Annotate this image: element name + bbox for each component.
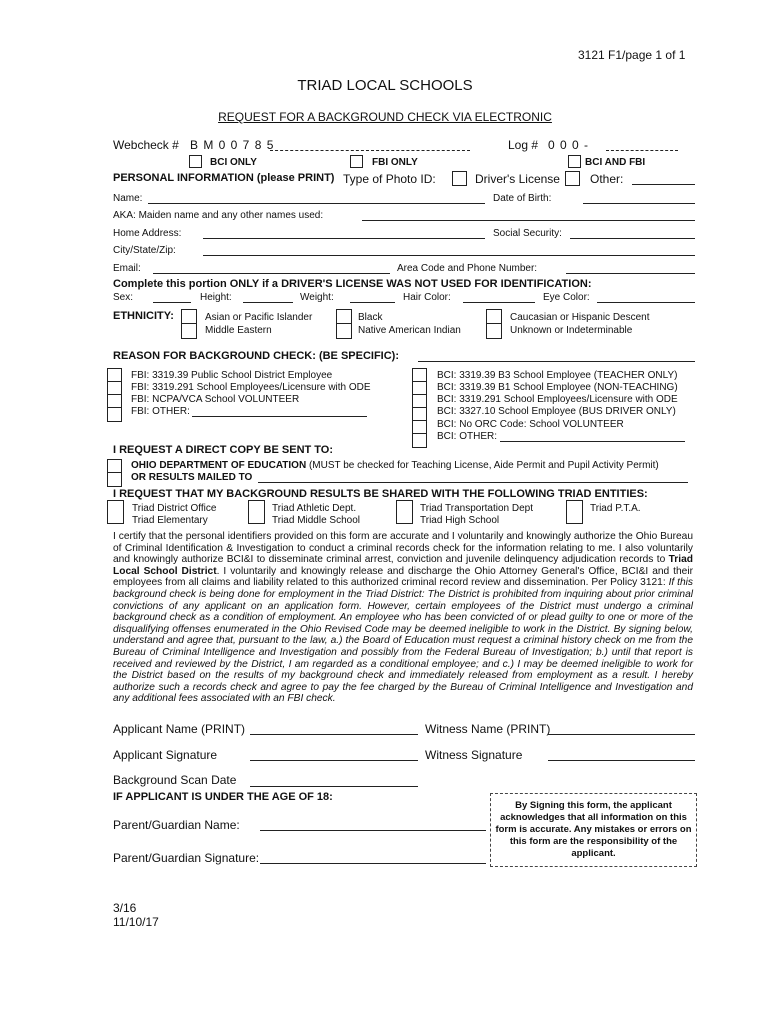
share-athletic: Triad Athletic Dept. (272, 503, 357, 514)
transport-high-checkbox[interactable] (396, 500, 413, 524)
fbi-reason-1: FBI: 3319.39 Public School District Employee (131, 370, 333, 381)
guardian-signature-label: Parent/Guardian Signature: (113, 851, 260, 865)
eye-field[interactable] (597, 302, 695, 303)
eye-label: Eye Color: (543, 292, 590, 303)
other-id-field[interactable] (632, 184, 695, 185)
guardian-signature-field[interactable] (260, 863, 486, 864)
bci-only-label: BCI ONLY (210, 157, 257, 168)
aka-label: AKA: Maiden name and any other names used: (113, 210, 324, 221)
bci-other-field[interactable] (500, 441, 685, 442)
log-label: Log # (508, 138, 539, 152)
webcheck-value: B M 0 0 7 8 5 (190, 138, 275, 152)
applicant-signature-label: Applicant Signature (113, 748, 218, 762)
sex-label: Sex: (113, 292, 134, 303)
home-address-field[interactable] (203, 238, 485, 239)
guardian-name-label: Parent/Guardian Name: (113, 818, 240, 832)
email-field[interactable] (153, 273, 390, 274)
log-field[interactable] (606, 150, 678, 151)
drivers-license-label: Driver's License (475, 172, 560, 186)
district-elementary-checkbox[interactable] (107, 500, 124, 524)
weight-field[interactable] (350, 302, 395, 303)
name-label: Name: (113, 193, 143, 204)
ode-label: OHIO DEPARTMENT OF EDUCATION (MUST be checked for Teaching License, Aide Permit and Pupil Activity Permit) (131, 460, 659, 471)
dob-label: Date of Birth: (493, 193, 552, 204)
phone-field[interactable] (566, 273, 695, 274)
fbi-other-field[interactable] (192, 416, 367, 417)
reason-field[interactable] (418, 361, 695, 362)
aka-field[interactable] (362, 220, 695, 221)
revision-date-2: 11/10/17 (113, 915, 159, 929)
personal-info-heading: PERSONAL INFORMATION (please PRINT) (113, 172, 335, 184)
eth-caucasian-label: Caucasian or Hispanic Descent (510, 312, 650, 323)
log-value: 0 0 0 - (548, 138, 590, 152)
weight-label: Weight: (300, 292, 334, 303)
mailed-address-field[interactable] (258, 482, 688, 483)
eth-native-label: Native American Indian (358, 325, 461, 336)
bci-only-checkbox[interactable] (189, 155, 202, 168)
webcheck-field[interactable] (270, 150, 470, 151)
mailed-label: OR RESULTS MAILED TO (131, 472, 253, 483)
drivers-license-checkbox[interactable] (452, 171, 467, 186)
witness-name-label: Witness Name (PRINT) (425, 722, 551, 736)
hair-field[interactable] (463, 302, 535, 303)
mailed-checkbox[interactable] (107, 472, 122, 487)
bci-reason-5: BCI: No ORC Code: School VOLUNTEER (437, 419, 624, 430)
under18-heading: IF APPLICANT IS UNDER THE AGE OF 18: (113, 791, 333, 803)
height-label: Height: (200, 292, 232, 303)
home-address-label: Home Address: (113, 228, 182, 239)
share-high: Triad High School (420, 515, 500, 526)
other-id-checkbox[interactable] (565, 171, 580, 186)
hair-label: Hair Color: (403, 292, 451, 303)
page-subtitle: REQUEST FOR A BACKGROUND CHECK VIA ELECTRONIC (218, 110, 552, 124)
eth-black-label: Black (358, 312, 383, 323)
guardian-name-field[interactable] (260, 830, 486, 831)
page-reference: 3121 F1/page 1 of 1 (578, 48, 686, 62)
certification-paragraph: I certify that the personal identifiers provided on this form are accurate and I voluntarily and knowingly authorize the Ohio Bureau of Criminal Identification & Investigation to conduct a criminal records check for the information relating to me. I also voluntarily and knowingly authorize BCI&I to disseminate criminal arrest, conviction and juvenile delinquency adjudication records to Triad Local School District. I voluntarily and knowingly release and discharge the Ohio Attorney General's Office, BCI&I and their employees from all claims and liability related to this authorized criminal record review and dissemination. Per Policy 3121: If this background check is being done for employment in the Triad District: The District is prohibited from inquiring about prior criminal convictions of any applicant on an application form. However, certain employees of the District must undergo a criminal background check as a condition of employment. An employee who has been convicted of or plead guilty to one or more of the disqualifying offenses enumerated in the Ohio Revised Code may be deemed ineligible to work in the District. By signing below, understand and agree that, pursuant to the law, a.) the Board of Education must request a criminal history check on me from the Bureau of Criminal Intelligence and Investigation and possibly from the Federal Bureau of Investigation; b.) until that report is received and reviewed by the District, I am regarded as a conditional employee; and c.) I may be deemed ineligible to work for the District based on the results of my background check and immediately released from employment as a result. I hereby authorize such a records check and agree to pay the fee charged by the Bureau of Criminal Intelligence and Investigation and any additional fees associated with an FBI check. (113, 531, 694, 705)
eth-native-checkbox[interactable] (336, 323, 352, 339)
witness-name-field[interactable] (548, 734, 695, 735)
eth-unknown-checkbox[interactable] (486, 323, 502, 339)
share-pta: Triad P.T.A. (590, 503, 641, 514)
share-transport: Triad Transportation Dept (420, 503, 534, 514)
witness-signature-label: Witness Signature (425, 748, 523, 762)
copy-heading: I REQUEST A DIRECT COPY BE SENT TO: (113, 444, 334, 456)
acknowledgement-text: By Signing this form, the applicant acknowledges that all information on this form is accurate. Any mistakes or errors on this form are the responsibility of the applicant. (495, 800, 692, 859)
bci-and-fbi-label: BCI AND FBI (585, 157, 646, 168)
fbi-reason-2: FBI: 3319.291 School Employees/Licensure with ODE (131, 382, 371, 393)
bci-reason-3: BCI: 3319.291 School Employees/Licensure with ODE (437, 394, 678, 405)
bci-reason-checkbox-6[interactable] (412, 433, 427, 448)
ethnicity-label: ETHNICITY: (113, 310, 174, 322)
reason-heading: REASON FOR BACKGROUND CHECK: (BE SPECIFIC): (113, 350, 399, 362)
city-field[interactable] (203, 255, 695, 256)
acknowledgement-box (490, 793, 697, 867)
fbi-reason-3: FBI: NCPA/VCA School VOLUNTEER (131, 394, 300, 405)
ssn-label: Social Security: (493, 228, 562, 239)
bci-reason-6: BCI: OTHER: (437, 431, 498, 442)
eth-middle-eastern-label: Middle Eastern (205, 325, 272, 336)
bci-and-fbi-checkbox[interactable] (568, 155, 581, 168)
id-section-heading: Complete this portion ONLY if a DRIVER'S LICENSE WAS NOT USED FOR IDENTIFICATION: (113, 278, 592, 290)
applicant-name-field[interactable] (250, 734, 418, 735)
share-district-office: Triad District Office (132, 503, 217, 514)
athletic-middle-checkbox[interactable] (248, 500, 265, 524)
share-middle: Triad Middle School (272, 515, 361, 526)
fbi-only-checkbox[interactable] (350, 155, 363, 168)
applicant-name-label: Applicant Name (PRINT) (113, 722, 246, 736)
name-field[interactable] (148, 203, 485, 204)
scan-date-field[interactable] (250, 786, 418, 787)
sex-field[interactable] (153, 302, 191, 303)
eth-unknown-label: Unknown or Indeterminable (510, 325, 633, 336)
bci-reason-1: BCI: 3319.39 B3 School Employee (TEACHER ONLY) (437, 370, 678, 381)
height-field[interactable] (243, 302, 293, 303)
page-title: TRIAD LOCAL SCHOOLS (297, 77, 473, 94)
share-heading: I REQUEST THAT MY BACKGROUND RESULTS BE SHARED WITH THE FOLLOWING TRIAD ENTITIES: (113, 488, 648, 500)
webcheck-label: Webcheck # (113, 138, 179, 152)
other-id-label: Other: (590, 172, 624, 186)
fbi-only-label: FBI ONLY (372, 157, 418, 168)
phone-label: Area Code and Phone Number: (397, 263, 538, 274)
photo-id-label: Type of Photo ID: (343, 172, 436, 186)
fbi-reason-checkbox-4[interactable] (107, 407, 122, 422)
eth-middle-eastern-checkbox[interactable] (181, 323, 197, 339)
bci-reason-2: BCI: 3319.39 B1 School Employee (NON-TEACHING) (437, 382, 678, 393)
city-label: City/State/Zip: (113, 245, 176, 256)
scan-date-label: Background Scan Date (113, 773, 237, 787)
share-elementary: Triad Elementary (132, 515, 208, 526)
fbi-reason-4: FBI: OTHER: (131, 406, 190, 417)
pta-checkbox[interactable] (566, 500, 583, 524)
bci-reason-4: BCI: 3327.10 School Employee (BUS DRIVER ONLY) (437, 406, 676, 417)
email-label: Email: (113, 263, 141, 274)
revision-date-1: 3/16 (113, 901, 137, 915)
witness-signature-field[interactable] (548, 760, 695, 761)
eth-asian-label: Asian or Pacific Islander (205, 312, 313, 323)
ssn-field[interactable] (570, 238, 695, 239)
applicant-signature-field[interactable] (250, 760, 418, 761)
dob-field[interactable] (583, 203, 695, 204)
